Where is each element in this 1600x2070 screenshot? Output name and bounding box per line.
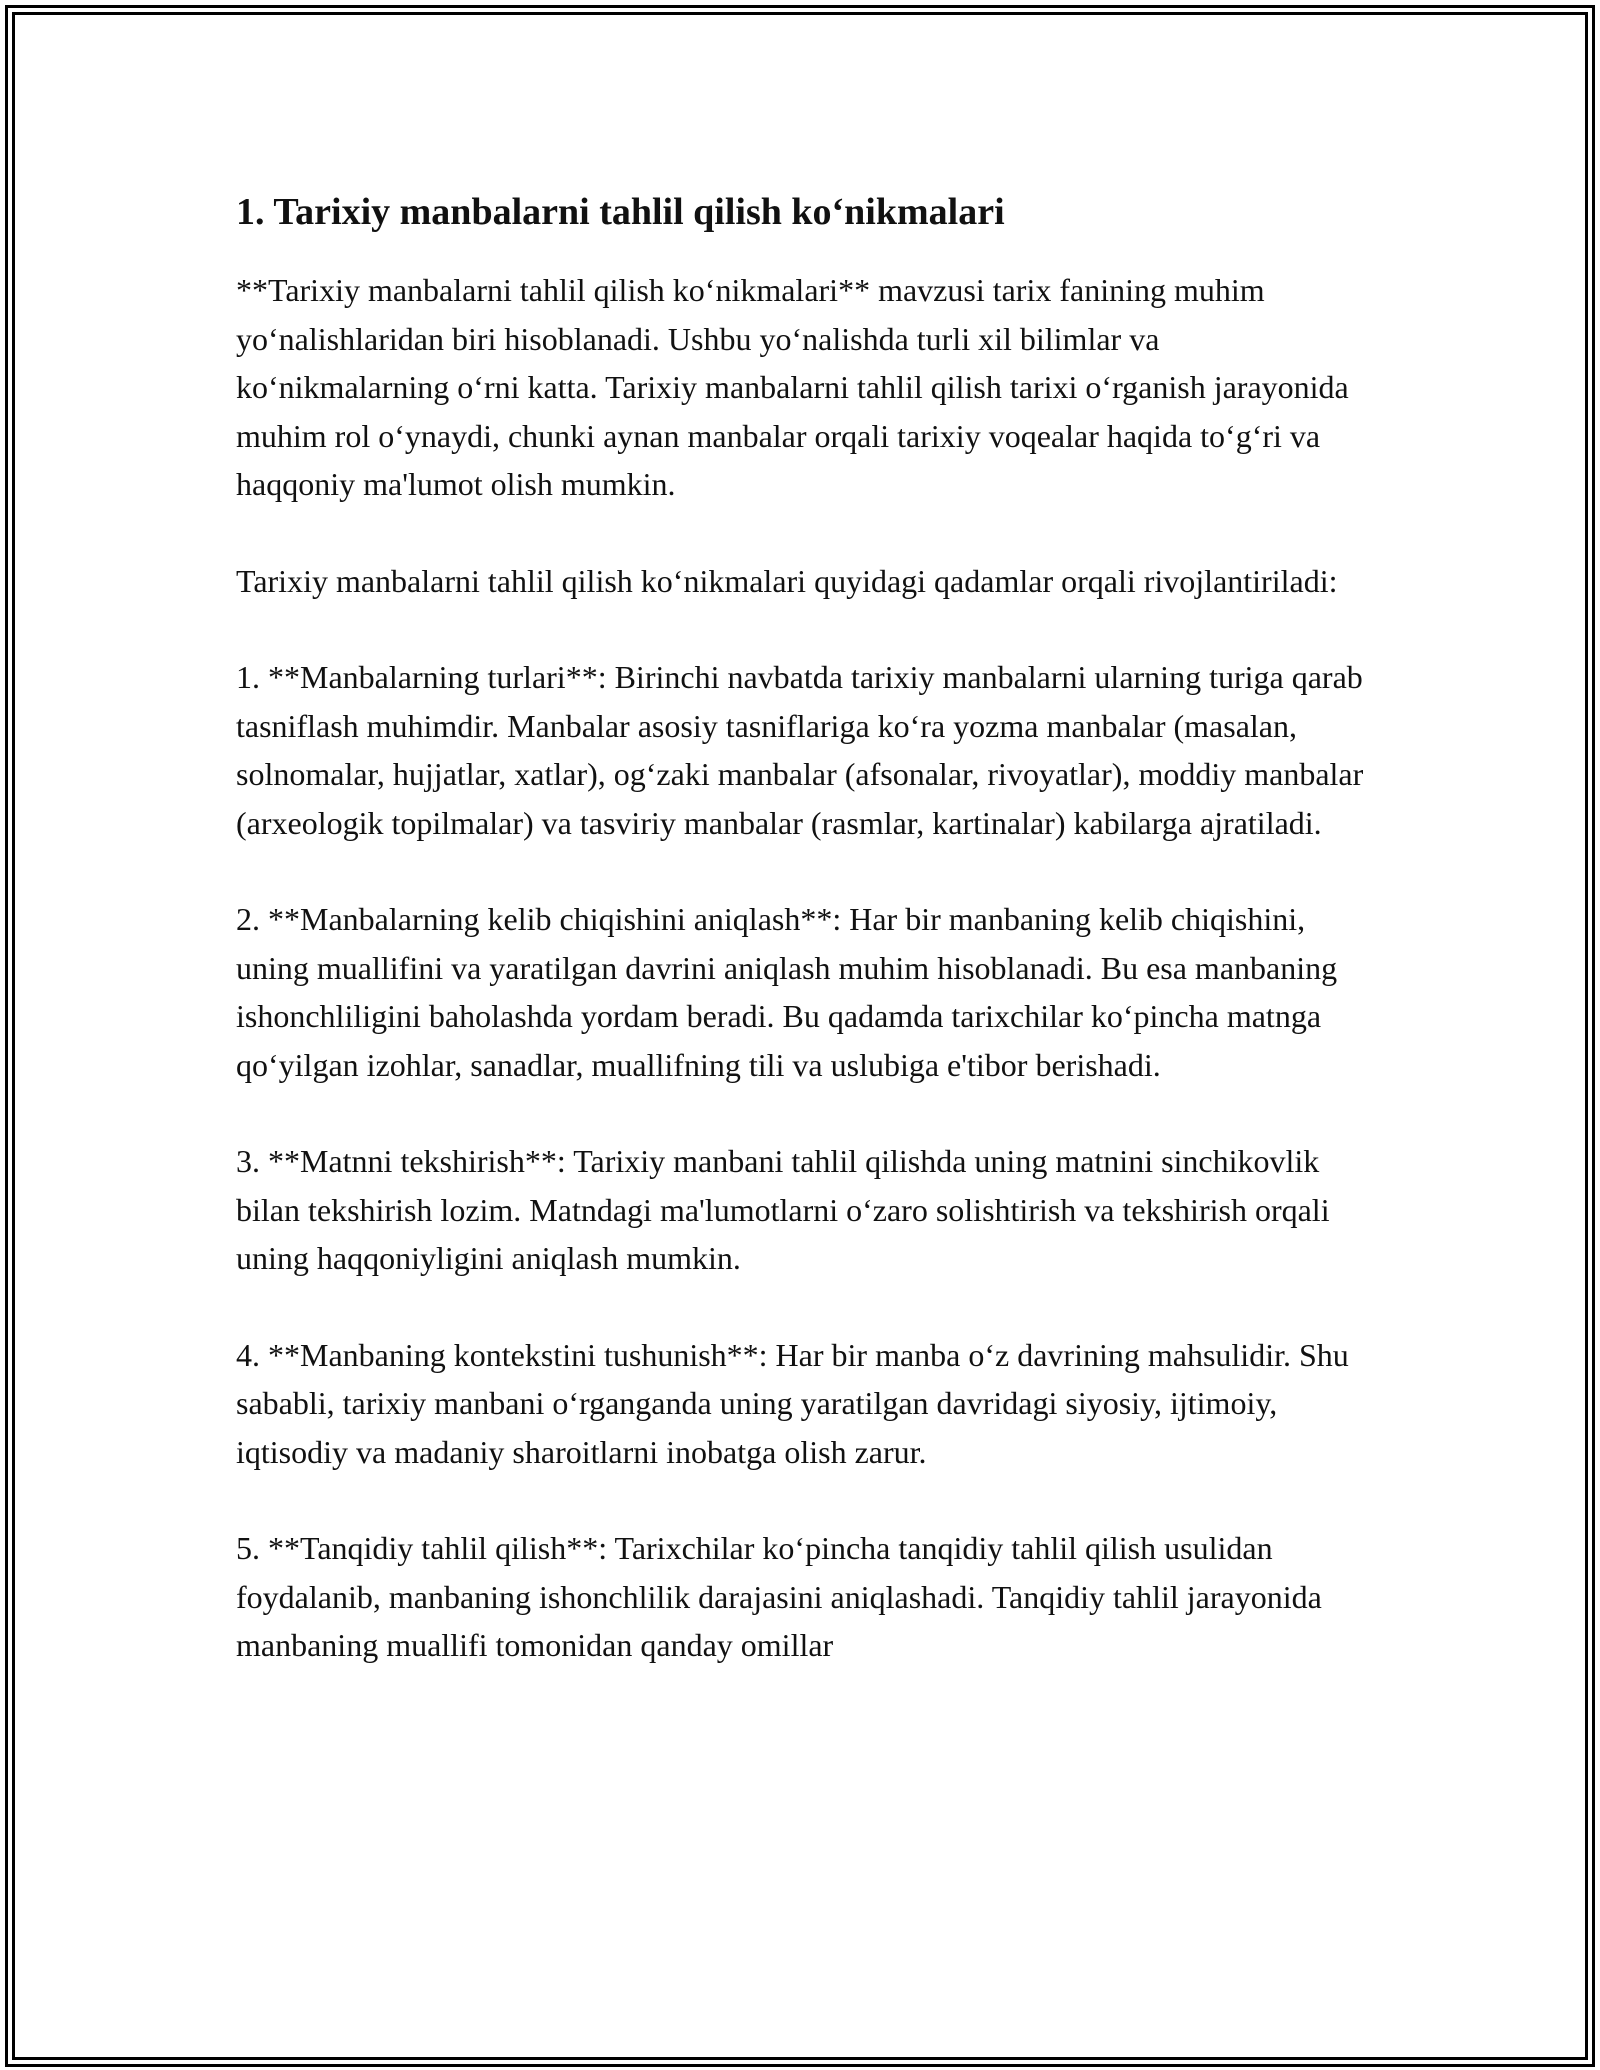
steps-intro-paragraph: Tarixiy manbalarni tahlil qilish ko‘nikmalari quyidagi qadamlar orqali rivojlantiriladi: bbox=[236, 562, 1338, 599]
document-page bbox=[236, 186, 1376, 1718]
step-1-paragraph: 1. **Manbalarning turlari**: Birinchi navbatda tarixiy manbalarni ularning turiga qarab tasniflash muhimdir. Manbalar asosiy tasniflariga ko‘ra yozma manbalar (masalan, solnomalar, hujjatlar, xatlar), og‘zaki manbalar (afsonalar, rivoyatlar), moddiy manbalar (arxeologik topilmalar) va tasviriy manbalar (rasmlar, kartinalar) kabilarga ajratiladi. bbox=[236, 659, 1364, 841]
step-4-paragraph: 4. **Manbaning kontekstini tushunish**: Har bir manba o‘z davrining mahsulidir. Shu sababli, tarixiy manbani o‘rganganda uning yaratilgan davridagi siyosiy, ijtimoiy, iqtisodiy va madaniy sharoitlarni inobatga olish zarur. bbox=[236, 1336, 1349, 1470]
intro-paragraph: **Tarixiy manbalarni tahlil qilish ko‘nikmalari** mavzusi tarix fanining muhim yo‘nalishlaridan biri hisoblanadi. Ushbu yo‘nalishda turli xil bilimlar va ko‘nikmalarning o‘rni katta. Tarixiy manbalarni tahlil qilish tarixi o‘rganish jarayonida muhim rol o‘ynaydi, chunki aynan manbalar orqali tarixiy voqealar haqida to‘g‘ri va haqqoniy ma'lumot olish mumkin. bbox=[236, 272, 1349, 502]
step-5-paragraph: 5. **Tanqidiy tahlil qilish**: Tarixchilar ko‘pincha tanqidiy tahlil qilish usulidan foydalanib, manbaning ishonchlilik darajasini aniqlashadi. Tanqidiy tahlil jarayonida manbaning muallifi tomonidan qanday omillar bbox=[236, 1530, 1322, 1663]
step-2-paragraph: 2. **Manbalarning kelib chiqishini aniqlash**: Har bir manbaning kelib chiqishini, uning muallifini va yaratilgan davrini aniqlash muhim hisoblanadi. Bu esa manbaning ishonchliligini baholashda yordam beradi. Bu qadamda tarixchilar ko‘pincha matnga qo‘yilgan izohlar, sanadlar, muallifning tili va uslubiga e'tibor berishadi. bbox=[236, 901, 1338, 1083]
step-3-paragraph: 3. **Matnni tekshirish**: Tarixiy manbani tahlil qilishda uning matnini sinchikovlik bilan tekshirish lozim. Matndagi ma'lumotlarni o‘zaro solishtirish va tekshirish orqali uning haqqoniyligini aniqlash mumkin. bbox=[236, 1143, 1330, 1276]
section-title: 1. Tarixiy manbalarni tahlil qilish ko‘nikmalari bbox=[236, 191, 1005, 233]
